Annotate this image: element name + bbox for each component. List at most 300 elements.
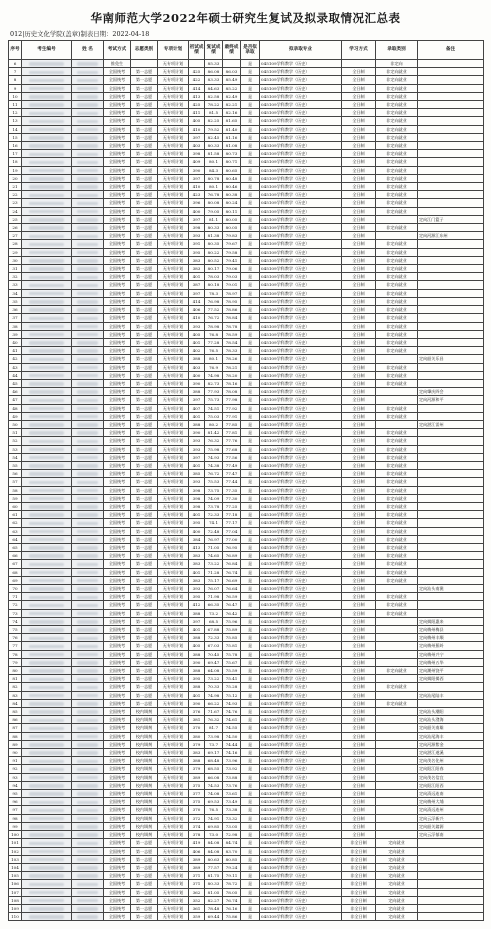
exam-mode-cell: 全国统考 [104, 502, 131, 510]
name-cell [72, 617, 104, 625]
remarks-cell: 定向韶关南雄 [418, 724, 484, 732]
retest-score-cell: 82.73 [205, 379, 223, 387]
choice-cell: 第一志愿 [131, 396, 158, 404]
special-plan-cell: 无专项计划 [158, 60, 189, 68]
remarks-cell [418, 199, 484, 207]
initial-score-cell: 388 [189, 634, 205, 642]
exam-mode-cell: 全国统考 [104, 486, 131, 494]
study-mode-cell: 全日制 [342, 535, 376, 543]
name-cell [72, 314, 104, 322]
choice-cell: 第一志愿 [131, 68, 158, 76]
final-score-cell: 73.38 [223, 806, 241, 814]
exam-mode-cell: 全国统考 [104, 535, 131, 543]
exam-mode-cell: 全国统考 [104, 76, 131, 84]
admission-type-cell: 非定向就业 [376, 183, 418, 191]
redacted-mark [29, 522, 63, 525]
exam-id-cell [22, 248, 72, 256]
table-row [9, 371, 484, 379]
final-score-cell: 80.38 [223, 191, 241, 199]
remarks-cell [418, 166, 484, 174]
redacted-mark [77, 284, 99, 287]
exam-id-cell [22, 519, 72, 527]
remarks-cell: 定向江门篮子 [418, 215, 484, 223]
table-row [9, 675, 484, 683]
major-cell: 045109学科教学（历史） [260, 749, 342, 757]
remarks-cell: 定向茂名信宜 [418, 773, 484, 781]
seq-cell: 94 [9, 781, 22, 789]
retest-score-cell: 68.55 [205, 765, 223, 773]
admitted-cell: 是 [241, 740, 260, 748]
exam-mode-cell: 全国统考 [104, 404, 131, 412]
choice-cell: 第一志愿 [131, 445, 158, 453]
redacted-mark [29, 472, 63, 475]
initial-score-cell: 393 [189, 322, 205, 330]
remarks-cell [418, 191, 484, 199]
choice-cell: 校内调剂 [131, 773, 158, 781]
admission-type-cell [376, 773, 418, 781]
redacted-mark [77, 382, 99, 385]
major-cell: 045109学科教学（历史） [260, 634, 342, 642]
initial-score-cell: 405 [189, 117, 205, 125]
exam-mode-cell: 全国统考 [104, 101, 131, 109]
redacted-mark [29, 915, 63, 918]
redacted-mark [29, 308, 63, 311]
redacted-mark [77, 185, 99, 188]
admitted-cell: 是 [241, 133, 260, 141]
final-score-cell: 80.11 [223, 207, 241, 215]
redacted-mark [77, 448, 99, 451]
col-header-special-plan: 专项计划 [158, 41, 189, 60]
seq-cell: 106 [9, 880, 22, 888]
initial-score-cell: 379 [189, 765, 205, 773]
major-cell: 045109学科教学（历史） [260, 60, 342, 68]
seq-cell: 31 [9, 265, 22, 273]
remarks-cell [418, 552, 484, 560]
initial-score-cell: 391 [189, 240, 205, 248]
table-row [9, 535, 484, 543]
special-plan-cell: 无专项计划 [158, 76, 189, 84]
choice-cell: 第一志愿 [131, 133, 158, 141]
major-cell: 045109学科教学（历史） [260, 560, 342, 568]
admitted-cell: 是 [241, 773, 260, 781]
major-cell: 045109学科教学（历史） [260, 445, 342, 453]
redacted-mark [77, 538, 99, 541]
major-cell: 045109学科教学（历史） [260, 552, 342, 560]
admitted-cell: 是 [241, 896, 260, 904]
special-plan-cell: 无专项计划 [158, 724, 189, 732]
remarks-cell [418, 519, 484, 527]
table-row [9, 404, 484, 412]
exam-id-cell [22, 158, 72, 166]
redacted-mark [77, 87, 99, 90]
seq-cell: 32 [9, 273, 22, 281]
retest-score-cell: 76.5 [205, 806, 223, 814]
admitted-cell: 是 [241, 306, 260, 314]
table-body [9, 60, 484, 921]
major-cell: 045109学科教学（历史） [260, 412, 342, 420]
admission-type-cell: 非定向就业 [376, 265, 418, 273]
exam-mode-cell: 全国统考 [104, 265, 131, 273]
name-cell [72, 494, 104, 502]
study-mode-cell: 全日制 [342, 502, 376, 510]
final-score-cell: 77.91 [223, 412, 241, 420]
special-plan-cell: 无专项计划 [158, 634, 189, 642]
exam-id-cell [22, 749, 72, 757]
admission-type-cell: 非定向就业 [376, 601, 418, 609]
final-score-cell: 80.05 [223, 215, 241, 223]
final-score-cell [223, 60, 241, 68]
special-plan-cell: 无专项计划 [158, 880, 189, 888]
study-mode-cell: 全日制 [342, 453, 376, 461]
initial-score-cell: 400 [189, 207, 205, 215]
remarks-cell: 定向韶关翁源 [418, 822, 484, 830]
study-mode-cell: 全日制 [342, 240, 376, 248]
exam-mode-cell: 全国统考 [104, 560, 131, 568]
redacted-mark [29, 801, 63, 804]
table-row [9, 863, 484, 871]
final-score-cell: 82.16 [223, 109, 241, 117]
major-cell: 045109学科教学（历史） [260, 798, 342, 806]
final-score-cell: 79.03 [223, 273, 241, 281]
remarks-cell [418, 256, 484, 264]
exam-mode-cell: 全国统考 [104, 888, 131, 896]
study-mode-cell: 全日制 [342, 183, 376, 191]
redacted-mark [29, 71, 63, 74]
redacted-mark [77, 308, 99, 311]
seq-cell: 54 [9, 453, 22, 461]
special-plan-cell: 无专项计划 [158, 667, 189, 675]
special-plan-cell: 无专项计划 [158, 913, 189, 921]
final-score-cell: 81.08 [223, 142, 241, 150]
exam-mode-cell: 全国统考 [104, 757, 131, 765]
retest-score-cell: 83.33 [205, 76, 223, 84]
study-mode-cell: 全日制 [342, 314, 376, 322]
redacted-mark [77, 276, 99, 279]
admission-type-cell [376, 675, 418, 683]
admitted-cell: 是 [241, 486, 260, 494]
special-plan-cell: 无专项计划 [158, 92, 189, 100]
redacted-mark [29, 768, 63, 771]
redacted-mark [77, 735, 99, 738]
table-row [9, 248, 484, 256]
final-score-cell: 80.24 [223, 199, 241, 207]
major-cell: 045109学科教学（历史） [260, 765, 342, 773]
major-cell: 045109学科教学（历史） [260, 593, 342, 601]
table-row [9, 478, 484, 486]
admitted-cell: 是 [241, 174, 260, 182]
study-mode-cell: 全日制 [342, 699, 376, 707]
redacted-mark [29, 300, 63, 303]
retest-score-cell: 73.7 [205, 740, 223, 748]
retest-score-cell: 80.1 [205, 355, 223, 363]
special-plan-cell: 无专项计划 [158, 642, 189, 650]
admitted-cell: 是 [241, 781, 260, 789]
initial-score-cell: 413 [189, 92, 205, 100]
table-row [9, 256, 484, 264]
name-cell [72, 388, 104, 396]
choice-cell: 第一志愿 [131, 658, 158, 666]
remarks-cell: 定向潮州饶平 [418, 667, 484, 675]
final-score-cell: 80.65 [223, 166, 241, 174]
seq-cell: 70 [9, 585, 22, 593]
remarks-cell: 定向汕尾陆丰 [418, 691, 484, 699]
final-score-cell: 81.40 [223, 125, 241, 133]
redacted-mark [29, 842, 63, 845]
name-cell [72, 101, 104, 109]
redacted-mark [29, 464, 63, 467]
remarks-cell [418, 109, 484, 117]
name-cell [72, 790, 104, 798]
major-cell: 045109学科教学（历史） [260, 125, 342, 133]
retest-score-cell: 66.22 [205, 699, 223, 707]
exam-id-cell [22, 215, 72, 223]
initial-score-cell: 398 [189, 150, 205, 158]
study-mode-cell: 全日制 [342, 749, 376, 757]
final-score-cell: 76.95 [223, 543, 241, 551]
choice-cell: 第一志愿 [131, 880, 158, 888]
retest-score-cell: 75.17 [205, 576, 223, 584]
special-plan-cell: 无专项计划 [158, 404, 189, 412]
redacted-mark [29, 366, 63, 369]
remarks-cell: 定向梅州丰顺 [418, 634, 484, 642]
study-mode-cell: 全日制 [342, 388, 376, 396]
admission-type-cell: 非定向就业 [376, 527, 418, 535]
retest-score-cell: 68.48 [205, 757, 223, 765]
initial-score-cell: 401 [189, 338, 205, 346]
retest-score-cell: 80.33 [205, 142, 223, 150]
name-cell [72, 191, 104, 199]
redacted-mark [29, 276, 63, 279]
redacted-mark [29, 850, 63, 853]
seq-cell: 82 [9, 683, 22, 691]
table-row [9, 543, 484, 551]
seq-cell: 89 [9, 740, 22, 748]
exam-mode-cell: 全国统考 [104, 839, 131, 847]
retest-score-cell: 76.97 [205, 535, 223, 543]
table-row [9, 502, 484, 510]
name-cell [72, 84, 104, 92]
admitted-cell: 是 [241, 585, 260, 593]
admission-type-cell: 非定向就业 [376, 125, 418, 133]
remarks-cell [418, 527, 484, 535]
admission-type-cell [376, 831, 418, 839]
special-plan-cell: 无专项计划 [158, 740, 189, 748]
choice-cell: 第一志愿 [131, 699, 158, 707]
special-plan-cell: 无专项计划 [158, 716, 189, 724]
exam-id-cell [22, 330, 72, 338]
final-score-cell: 77.68 [223, 445, 241, 453]
redacted-mark [77, 751, 99, 754]
seq-cell: 108 [9, 896, 22, 904]
redacted-mark [77, 505, 99, 508]
redacted-mark [29, 210, 63, 213]
initial-score-cell: 393 [189, 437, 205, 445]
admitted-cell: 是 [241, 642, 260, 650]
table-row [9, 831, 484, 839]
study-mode-cell: 全日制 [342, 634, 376, 642]
major-cell: 045109学科教学（历史） [260, 437, 342, 445]
final-score-cell: 74.16 [223, 749, 241, 757]
name-cell [72, 150, 104, 158]
name-cell [72, 683, 104, 691]
admitted-cell: 是 [241, 527, 260, 535]
final-score-cell: 86.03 [223, 68, 241, 76]
remarks-cell [418, 609, 484, 617]
exam-mode-cell: 全国统考 [104, 576, 131, 584]
final-score-cell: 80.46 [223, 183, 241, 191]
seq-cell: 62 [9, 519, 22, 527]
redacted-mark [29, 538, 63, 541]
major-cell: 045109学科教学（历史） [260, 896, 342, 904]
exam-mode-cell: 全国统考 [104, 675, 131, 683]
redacted-mark [77, 801, 99, 804]
admission-type-cell: 非定向就业 [376, 224, 418, 232]
final-score-cell: 77.47 [223, 470, 241, 478]
admitted-cell: 是 [241, 732, 260, 740]
admitted-cell: 是 [241, 814, 260, 822]
seq-cell: 98 [9, 814, 22, 822]
admitted-cell: 是 [241, 240, 260, 248]
redacted-mark [29, 333, 63, 336]
initial-score-cell: 376 [189, 708, 205, 716]
initial-score-cell: 395 [189, 675, 205, 683]
redacted-mark [29, 161, 63, 164]
study-mode-cell: 全日制 [342, 757, 376, 765]
choice-cell: 第一志愿 [131, 191, 158, 199]
remarks-cell [418, 429, 484, 437]
study-mode-cell: 全日制 [342, 806, 376, 814]
exam-id-cell [22, 904, 72, 912]
exam-id-cell [22, 191, 72, 199]
redacted-mark [29, 243, 63, 246]
retest-score-cell: 80.22 [205, 248, 223, 256]
study-mode-cell: 全日制 [342, 117, 376, 125]
final-score-cell: 76.69 [223, 576, 241, 584]
admission-type-cell: 非定向就业 [376, 494, 418, 502]
initial-score-cell: 401 [189, 511, 205, 519]
special-plan-cell: 无专项计划 [158, 281, 189, 289]
choice-cell: 第一志愿 [131, 109, 158, 117]
final-score-cell: 78.26 [223, 355, 241, 363]
remarks-cell [418, 847, 484, 855]
seq-cell: 22 [9, 191, 22, 199]
study-mode-cell: 全日制 [342, 552, 376, 560]
choice-cell: 第一志愿 [131, 478, 158, 486]
remarks-cell [418, 265, 484, 273]
major-cell: 045109学科教学（历史） [260, 486, 342, 494]
table-row [9, 191, 484, 199]
final-score-cell: 79.11 [223, 872, 241, 880]
name-cell [72, 699, 104, 707]
name-cell [72, 183, 104, 191]
remarks-cell [418, 478, 484, 486]
admission-type-cell [376, 806, 418, 814]
table-row [9, 232, 484, 240]
admission-type-cell: 非定向就业 [376, 412, 418, 420]
remarks-cell [418, 142, 484, 150]
name-cell [72, 502, 104, 510]
name-cell [72, 650, 104, 658]
retest-score-cell: 80.18 [205, 281, 223, 289]
remarks-cell [418, 363, 484, 371]
special-plan-cell: 无专项计划 [158, 150, 189, 158]
major-cell: 045109学科教学（历史） [260, 585, 342, 593]
final-score-cell: 77.49 [223, 461, 241, 469]
choice-cell: 第一志愿 [131, 683, 158, 691]
admission-type-cell [376, 232, 418, 240]
study-mode-cell: 全日制 [342, 798, 376, 806]
redacted-mark [77, 128, 99, 131]
special-plan-cell: 无专项计划 [158, 543, 189, 551]
redacted-mark [29, 751, 63, 754]
remarks-cell [418, 863, 484, 871]
admission-type-cell: 非定向就业 [376, 101, 418, 109]
exam-id-cell [22, 453, 72, 461]
redacted-mark [77, 530, 99, 533]
admitted-cell: 是 [241, 470, 260, 478]
special-plan-cell: 无专项计划 [158, 215, 189, 223]
seq-cell: 95 [9, 790, 22, 798]
special-plan-cell: 无专项计划 [158, 839, 189, 847]
admission-type-cell [376, 642, 418, 650]
final-score-cell: 73.61 [223, 790, 241, 798]
final-score-cell: 84.74 [223, 839, 241, 847]
exam-id-cell [22, 363, 72, 371]
admitted-cell: 是 [241, 338, 260, 346]
exam-mode-cell: 全国统考 [104, 84, 131, 92]
choice-cell: 第一志愿 [131, 896, 158, 904]
seq-cell: 92 [9, 765, 22, 773]
initial-score-cell: 390 [189, 658, 205, 666]
admitted-cell: 是 [241, 863, 260, 871]
special-plan-cell: 无专项计划 [158, 453, 189, 461]
seq-cell: 35 [9, 297, 22, 305]
special-plan-cell: 无专项计划 [158, 847, 189, 855]
redacted-mark [77, 95, 99, 98]
table-row [9, 855, 484, 863]
major-cell: 045109学科教学（历史） [260, 708, 342, 716]
seq-cell: 18 [9, 158, 22, 166]
admission-type-cell: 非定向就业 [376, 297, 418, 305]
admission-type-cell: 非定向就业 [376, 552, 418, 560]
redacted-mark [77, 628, 99, 631]
retest-score-cell: 77.28 [205, 338, 223, 346]
final-score-cell: 77.56 [223, 453, 241, 461]
name-cell [72, 560, 104, 568]
table-row [9, 388, 484, 396]
seq-cell: 87 [9, 724, 22, 732]
initial-score-cell: 375 [189, 781, 205, 789]
retest-score-cell: 69.17 [205, 749, 223, 757]
remarks-cell [418, 150, 484, 158]
admitted-cell: 是 [241, 388, 260, 396]
retest-score-cell: 75.03 [205, 412, 223, 420]
name-cell [72, 896, 104, 904]
admission-type-cell: 非定向就业 [376, 314, 418, 322]
seq-cell: 37 [9, 314, 22, 322]
final-score-cell: 79.24 [223, 863, 241, 871]
admitted-cell: 是 [241, 150, 260, 158]
admitted-cell: 是 [241, 76, 260, 84]
special-plan-cell: 无专项计划 [158, 896, 189, 904]
redacted-mark [77, 366, 99, 369]
choice-cell: 第一志愿 [131, 404, 158, 412]
major-cell: 045109学科教学（历史） [260, 338, 342, 346]
exam-mode-cell: 全国统考 [104, 379, 131, 387]
final-score-cell: 77.30 [223, 494, 241, 502]
exam-mode-cell: 全国统考 [104, 708, 131, 716]
redacted-mark [77, 481, 99, 484]
